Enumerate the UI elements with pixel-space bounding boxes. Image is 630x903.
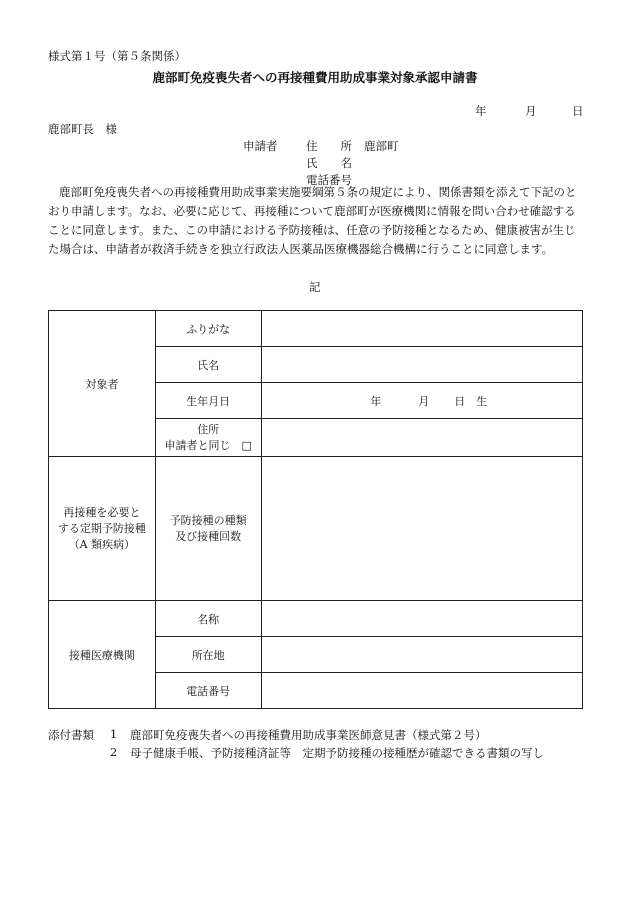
applicant-address-label: 住 所 <box>306 139 352 153</box>
clinic-name-label: 名称 <box>155 601 261 637</box>
furigana-field[interactable] <box>261 311 582 347</box>
clinic-phone-field[interactable] <box>261 673 582 709</box>
name-label: 氏名 <box>155 347 261 383</box>
attachments-label: 添付書類 <box>48 728 94 742</box>
date-year-label: 年 <box>475 104 487 118</box>
form-number: 様式第１号（第５条関係） <box>48 49 186 63</box>
clinic-phone-label: 電話番号 <box>155 673 261 709</box>
vaccine-type-label-line-1: 予防接種の種類 <box>169 514 247 527</box>
same-as-applicant-checkbox[interactable]: 申請者と同じ □ <box>164 438 252 452</box>
vaccine-type-label-line-2: 及び接種回数 <box>175 530 242 543</box>
date-month-label: 月 <box>525 104 537 118</box>
ki-heading: 記 <box>309 280 321 294</box>
attachment-2-text: 母子健康手帳、予防接種済証等 定期予防接種の接種歴が確認できる書類の写し <box>130 746 544 760</box>
dob-born-label: 生 <box>476 394 488 408</box>
vaccine-type-field[interactable] <box>261 457 582 601</box>
addressee: 鹿部町長 様 <box>48 122 117 136</box>
attachment-2-number: 2 <box>110 745 118 759</box>
applicant-phone-label: 電話番号 <box>306 173 352 187</box>
dob-month-label: 月 <box>418 394 430 408</box>
vaccination-label-line-1: 再接種を必要と <box>63 505 141 519</box>
clinic-location-field[interactable] <box>261 637 582 673</box>
clinic-label: 接種医療機関 <box>49 601 156 709</box>
date-day-label: 日 <box>572 104 584 118</box>
dob-field[interactable] <box>261 383 582 419</box>
dob-year-label: 年 <box>370 394 382 408</box>
page-title: 鹿部町免疫喪失者への再接種費用助成事業対象承認申請書 <box>152 70 478 85</box>
clinic-location-label: 所在地 <box>155 637 261 673</box>
attachment-1-text: 鹿部町免疫喪失者への再接種費用助成事業医師意見書（様式第２号） <box>130 728 487 742</box>
application-table <box>48 310 583 709</box>
subject-label: 対象者 <box>49 311 156 457</box>
attachment-1-number: 1 <box>110 727 118 741</box>
address-label: 住所 <box>197 422 220 436</box>
dob-day-label: 日 <box>454 394 466 408</box>
address-field[interactable] <box>261 419 582 457</box>
name-field[interactable] <box>261 347 582 383</box>
clinic-name-field[interactable] <box>261 601 582 637</box>
furigana-label: ふりがな <box>155 311 261 347</box>
dob-label: 生年月日 <box>155 383 261 419</box>
vaccination-label-line-3: （A 類疾病） <box>68 537 136 551</box>
applicant-address-value: 鹿部町 <box>364 139 399 153</box>
application-statement: 鹿部町免疫喪失者への再接種費用助成事業実施要綱第５条の規定により、関係書類を添えて下記のとおり申請します。なお、必要に応じて、再接種について鹿部町が医療機関に情報を問い合わせ確認することに同意します。また、この申請における予防接種は、任意の予防接種となるため、健康被害が生じた場合は、申請者が救済手続きを独立行政法人医薬品医療機器総合機構に行うことに同意します。 <box>48 185 577 256</box>
applicant-label: 申請者 <box>243 139 278 153</box>
vaccination-label-line-2: する定期予防接種 <box>57 521 146 535</box>
applicant-name-label: 氏 名 <box>306 156 352 170</box>
